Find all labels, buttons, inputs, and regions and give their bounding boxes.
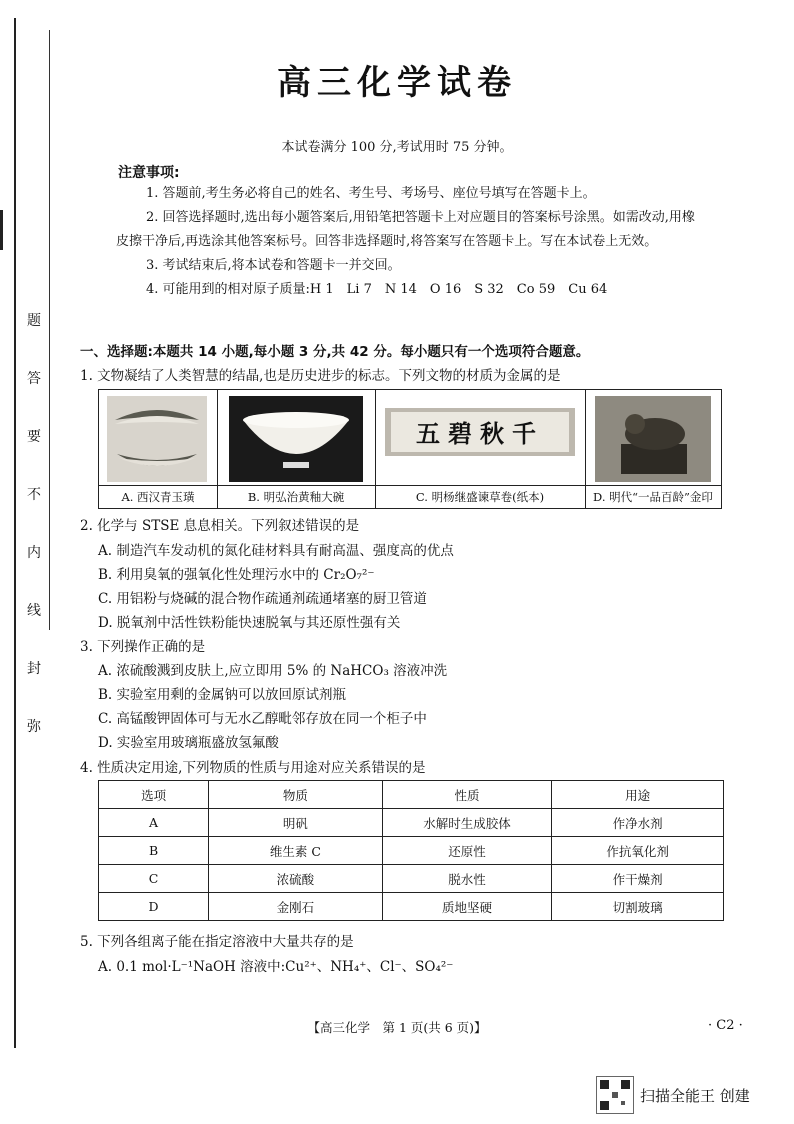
table-cell: 质地坚硬 [382,893,552,921]
margin-char: 不 [27,487,41,503]
margin-char: 封 [27,661,41,677]
table-cell: C [99,865,209,893]
margin-char: 要 [27,429,41,445]
table-header-row [99,781,724,809]
margin-char: 线 [27,603,41,619]
table-cell: A [99,809,209,837]
table-row [99,837,724,865]
col-header-substance: 物质 [209,781,383,809]
notice-item: 1. 答题前,考生务必将自己的姓名、考生号、考场号、座位号填写在答题卡上。 [146,186,596,201]
notice-item: 4. 可能用到的相对原子质量:H 1 Li 7 N 14 O 16 S 32 Co 59 Cu 64 [146,282,608,297]
figure-seal [585,390,721,508]
figure-bowl [217,390,376,508]
notice-heading: 注意事项: [118,165,180,181]
table-row [99,893,724,921]
q4-property-table [98,780,724,921]
col-header-property: 性质 [382,781,552,809]
table-cell: 脱水性 [382,865,552,893]
binding-line-inner [49,30,50,630]
scanner-watermark [596,1076,750,1114]
margin-char: 题 [27,313,41,329]
q2-option-b: B. 利用臭氧的强氧化性处理污水中的 Cr₂O₇²⁻ [98,567,375,583]
col-header-use: 用途 [552,781,724,809]
table-cell: 明矾 [209,809,383,837]
table-cell: 金刚石 [209,893,383,921]
q2-option-d: D. 脱氧剂中活性铁粉能快速脱氧与其还原性强有关 [98,615,401,631]
q1-figure-table [98,389,722,509]
question-5-stem: 5. 下列各组离子能在指定溶液中大量共存的是 [80,934,354,950]
table-cell: 作抗氧化剂 [552,837,724,865]
q2-option-a: A. 制造汽车发动机的氮化硅材料具有耐高温、强度高的优点 [98,543,454,559]
table-cell: 维生素 C [209,837,383,865]
table-cell: 作净水剂 [552,809,724,837]
notice-list [116,182,696,302]
notice-item: 3. 考试结束后,将本试卷和答题卡一并交回。 [146,258,401,273]
table-cell: 切割玻璃 [552,893,724,921]
question-1-stem: 1. 文物凝结了人类智慧的结晶,也是历史进步的标志。下列文物的材质为金属的是 [80,368,561,384]
q3-option-d: D. 实验室用玻璃瓶盛放氢氟酸 [98,735,279,751]
figure-caption-d: D. 明代“一品百龄”金印 [585,485,721,508]
binding-line [14,18,16,1048]
margin-char: 答 [27,371,41,387]
qr-code-icon [596,1076,634,1114]
question-4-stem: 4. 性质决定用途,下列物质的性质与用途对应关系错误的是 [80,760,426,776]
margin-char: 弥 [27,719,41,735]
figure-scroll [375,390,586,508]
figure-jade [99,390,218,508]
table-cell: 水解时生成胶体 [382,809,552,837]
q3-option-a: A. 浓硫酸溅到皮肤上,应立即用 5% 的 NaHCO₃ 溶液冲洗 [98,663,448,679]
table-cell: B [99,837,209,865]
page-footer: 【高三化学 第 1 页(共 6 页)】 [307,1020,487,1035]
margin-char: 内 [27,545,41,561]
table-cell: 浓硫酸 [209,865,383,893]
gold-seal-image [595,396,711,482]
table-row [99,809,724,837]
section-title: 一、选择题:本题共 14 小题,每小题 3 分,共 42 分。每小题只有一个选项符合题意。 [80,344,590,360]
col-header-option: 选项 [99,781,209,809]
table-cell: 还原性 [382,837,552,865]
notice-item: 2. 回答选择题时,选出每小题答案后,用铅笔把答题卡上对应题目的答案标号涂黑。如需改动,用橡皮擦干净后,再选涂其他答案标号。回答非选择题时,将答案写在答题卡上。写在本试卷上无效。 [116,210,695,249]
paper-code: · C2 · [708,1018,743,1033]
figure-caption-a: A. 西汉青玉璜 [99,485,217,508]
margin-mark [0,210,13,250]
q2-option-c: C. 用铝粉与烧碱的混合物作疏通剂疏通堵塞的厨卫管道 [98,591,427,607]
seal-line-notice [22,310,46,774]
glazed-bowl-image [229,396,363,482]
scroll-text: 五碧秋千 [416,419,544,448]
scanner-watermark-text: 扫描全能王 创建 [640,1086,750,1105]
page-title: 高三化学试卷 [277,63,517,103]
table-cell: D [99,893,209,921]
table-row [99,865,724,893]
exam-info: 本试卷满分 100 分,考试用时 75 分钟。 [281,140,513,155]
question-3-stem: 3. 下列操作正确的是 [80,639,206,655]
figure-caption-b: B. 明弘治黄釉大碗 [217,485,375,508]
table-cell: 作干燥剂 [552,865,724,893]
jade-huang-image [107,396,207,482]
q3-option-b: B. 实验室用剩的金属钠可以放回原试剂瓶 [98,687,347,703]
calligraphy-scroll-image [385,398,575,478]
q3-option-c: C. 高锰酸钾固体可与无水乙醇毗邻存放在同一个柜子中 [98,711,427,727]
figure-caption-c: C. 明杨继盛谏草卷(纸本) [375,485,585,508]
question-2-stem: 2. 化学与 STSE 息息相关。下列叙述错误的是 [80,518,360,534]
q5-option-a: A. 0.1 mol·L⁻¹NaOH 溶液中:Cu²⁺、NH₄⁺、Cl⁻、SO₄²⁻ [98,959,454,975]
